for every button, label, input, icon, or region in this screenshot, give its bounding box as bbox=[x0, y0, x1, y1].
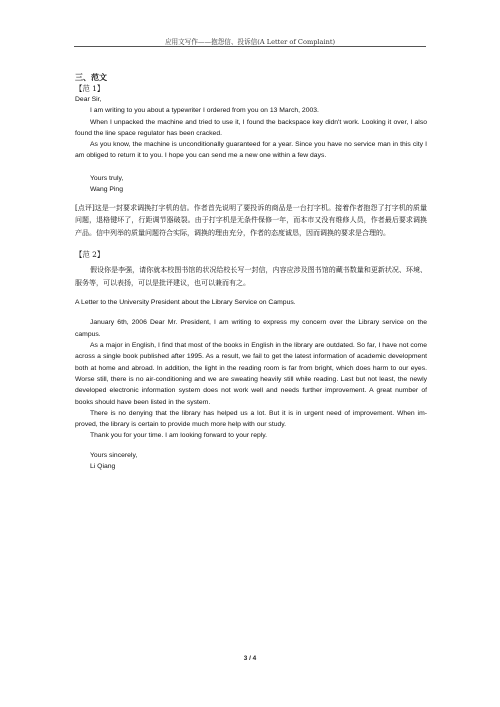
example-2-paragraph: As a major in English, I find that most of the books in English in the library are outdated. So far, I have not come across a single book published after 1995. As a result, we fail to get the latest information of academic development both at home and abroad. In addition, the light in the reading room is far from bright, which does harm to our eyes. Worse still, there is no air-conditioning and we are sweating heavily still while reading. Last but not least, the newly developed electronic information system does not work well and needs further improvement. A great number of books should have been listed in the system. bbox=[75, 342, 427, 406]
document-body bbox=[75, 72, 427, 472]
example-2-paragraph: January 6th, 2006 Dear Mr. President, I am writing to express my concern over the Library service on the campus. bbox=[75, 319, 427, 338]
example-1-comment: [点评]这是一封要求调换打字机的信。作者首先说明了要投诉的商品是一台打字机。接着作者抱怨了打字机的质量问题，退格键坏了，行距调节器破裂。由于打字机是无条件保修一年，而本市又没有维修人员，作者最后要求调换产品。信中列举的质量问题符合实际，调换的理由充分，作者的态度诚恳，因而调换的要求是合理的。 bbox=[75, 203, 427, 237]
example-1-paragraph: As you know, the machine is unconditionally guaranteed for a year. Since you have no service man in this city I am obliged to return it to you. I hope you can send me a new one within a few days. bbox=[75, 141, 427, 160]
example-2-title: A Letter to the University President about the Library Service on Campus. bbox=[75, 299, 296, 307]
example-1-salutation: Dear Sir, bbox=[75, 96, 102, 103]
example-2-prompt: 假设你是李强，请你就本校图书馆的状况给校长写一封信，内容应涉及图书馆的藏书数量和更新状况、环境、服务等，可以表扬，可以是批评建议，也可以兼而有之。 bbox=[75, 266, 427, 287]
running-header: 应用文写作——抱怨信、投诉信(A Letter of Complaint) bbox=[164, 38, 336, 46]
section-heading: 三、范文 bbox=[75, 73, 107, 82]
header-rule bbox=[74, 46, 426, 47]
example-1-signature: Wang Ping bbox=[90, 186, 123, 194]
example-1-paragraph: When I unpacked the machine and tried to use it, I found the backspace key didn't work. Looking it over, I also found the line space regulator has been cracked. bbox=[75, 118, 427, 137]
example-2-paragraph: There is no denying that the library has helped us a lot. But it is in urgent need of improvement. When im-proved, the library is certain to provide much more help with our study. bbox=[75, 409, 427, 429]
example-2-paragraph: Thank you for your time. I am looking forward to your reply. bbox=[90, 432, 268, 440]
example-2-signature: Li Qiang bbox=[90, 463, 116, 471]
example-1-paragraph: I am writing to you about a typewriter I ordered from you on 13 March, 2003. bbox=[90, 107, 319, 115]
page-number: 3 / 4 bbox=[243, 655, 257, 662]
example-1-closing: Yours truly, bbox=[90, 175, 124, 183]
example-2-closing: Yours sincerely, bbox=[90, 451, 138, 459]
example-1-label: 【范 1】 bbox=[75, 84, 105, 93]
example-2-label: 【范 2】 bbox=[75, 250, 105, 260]
